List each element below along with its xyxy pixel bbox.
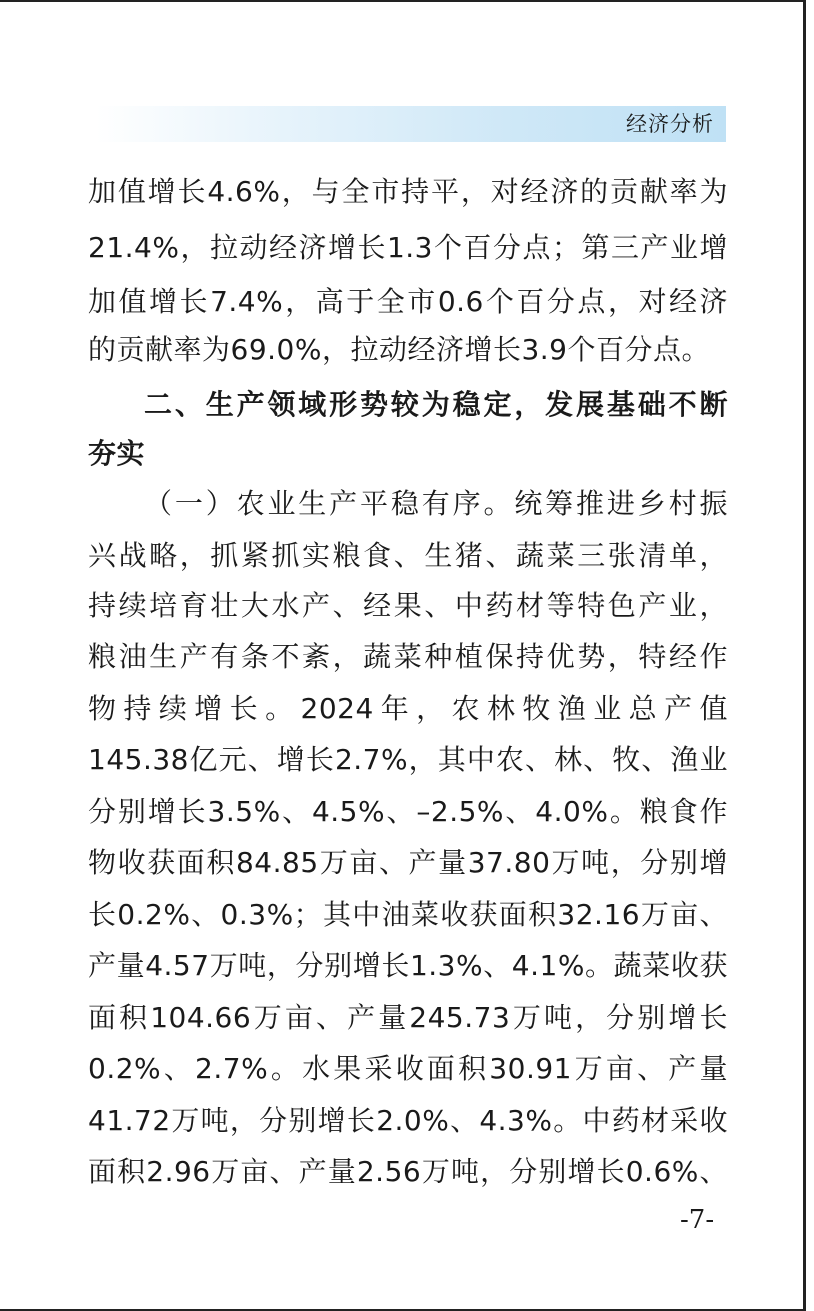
section-heading-line: 二、生产领域形势较为稳定，发展基础不断	[144, 388, 728, 421]
text-line: 产量4.57万吨，分别增长1.3%、4.1%。蔬菜收获	[88, 949, 728, 982]
page-number: -7-	[680, 1205, 715, 1235]
text-line: 物持续增长。2024年，农林牧渔业总产值	[88, 692, 728, 725]
text-line: 0.2%、2.7%。水果采收面积30.91万亩、产量	[88, 1052, 728, 1085]
text-line: 145.38亿元、增长2.7%，其中农、林、牧、渔业	[88, 743, 728, 776]
text-line: 加值增长7.4%，高于全市0.6个百分点，对经济	[88, 285, 728, 318]
text-line: 长0.2%、0.3%；其中油菜收获面积32.16万亩、	[88, 898, 728, 931]
section-heading-line: 夯实	[88, 437, 146, 470]
text-line: 的贡献率为69.0%，拉动经济增长3.9个百分点。	[88, 333, 710, 366]
text-line: 物收获面积84.85万亩、产量37.80万吨，分别增	[88, 846, 728, 879]
text-line: 21.4%，拉动经济增长1.3个百分点；第三产业增	[88, 231, 728, 264]
text-line: 粮油生产有条不紊，蔬菜种植保持优势，特经作	[88, 640, 728, 673]
text-line: 面积2.96万亩、产量2.56万吨，分别增长0.6%、	[88, 1155, 728, 1188]
section-header-banner	[96, 106, 726, 142]
text-line: 持续培育壮大水产、经果、中药材等特色产业，	[88, 589, 728, 622]
text-line: 41.72万吨，分别增长2.0%、4.3%。中药材采收	[88, 1104, 728, 1137]
text-line: 分别增长3.5%、4.5%、–2.5%、4.0%。粮食作	[88, 795, 728, 828]
text-line: 加值增长4.6%，与全市持平，对经济的贡献率为	[88, 175, 728, 208]
text-line: 面积104.66万亩、产量245.73万吨，分别增长	[88, 1001, 728, 1034]
text-line: 兴战略，抓紧抓实粮食、生猪、蔬菜三张清单，	[88, 539, 728, 572]
section-header-label: 经济分析	[626, 112, 714, 136]
text-line: （一）农业生产平稳有序。统筹推进乡村振	[144, 487, 728, 520]
